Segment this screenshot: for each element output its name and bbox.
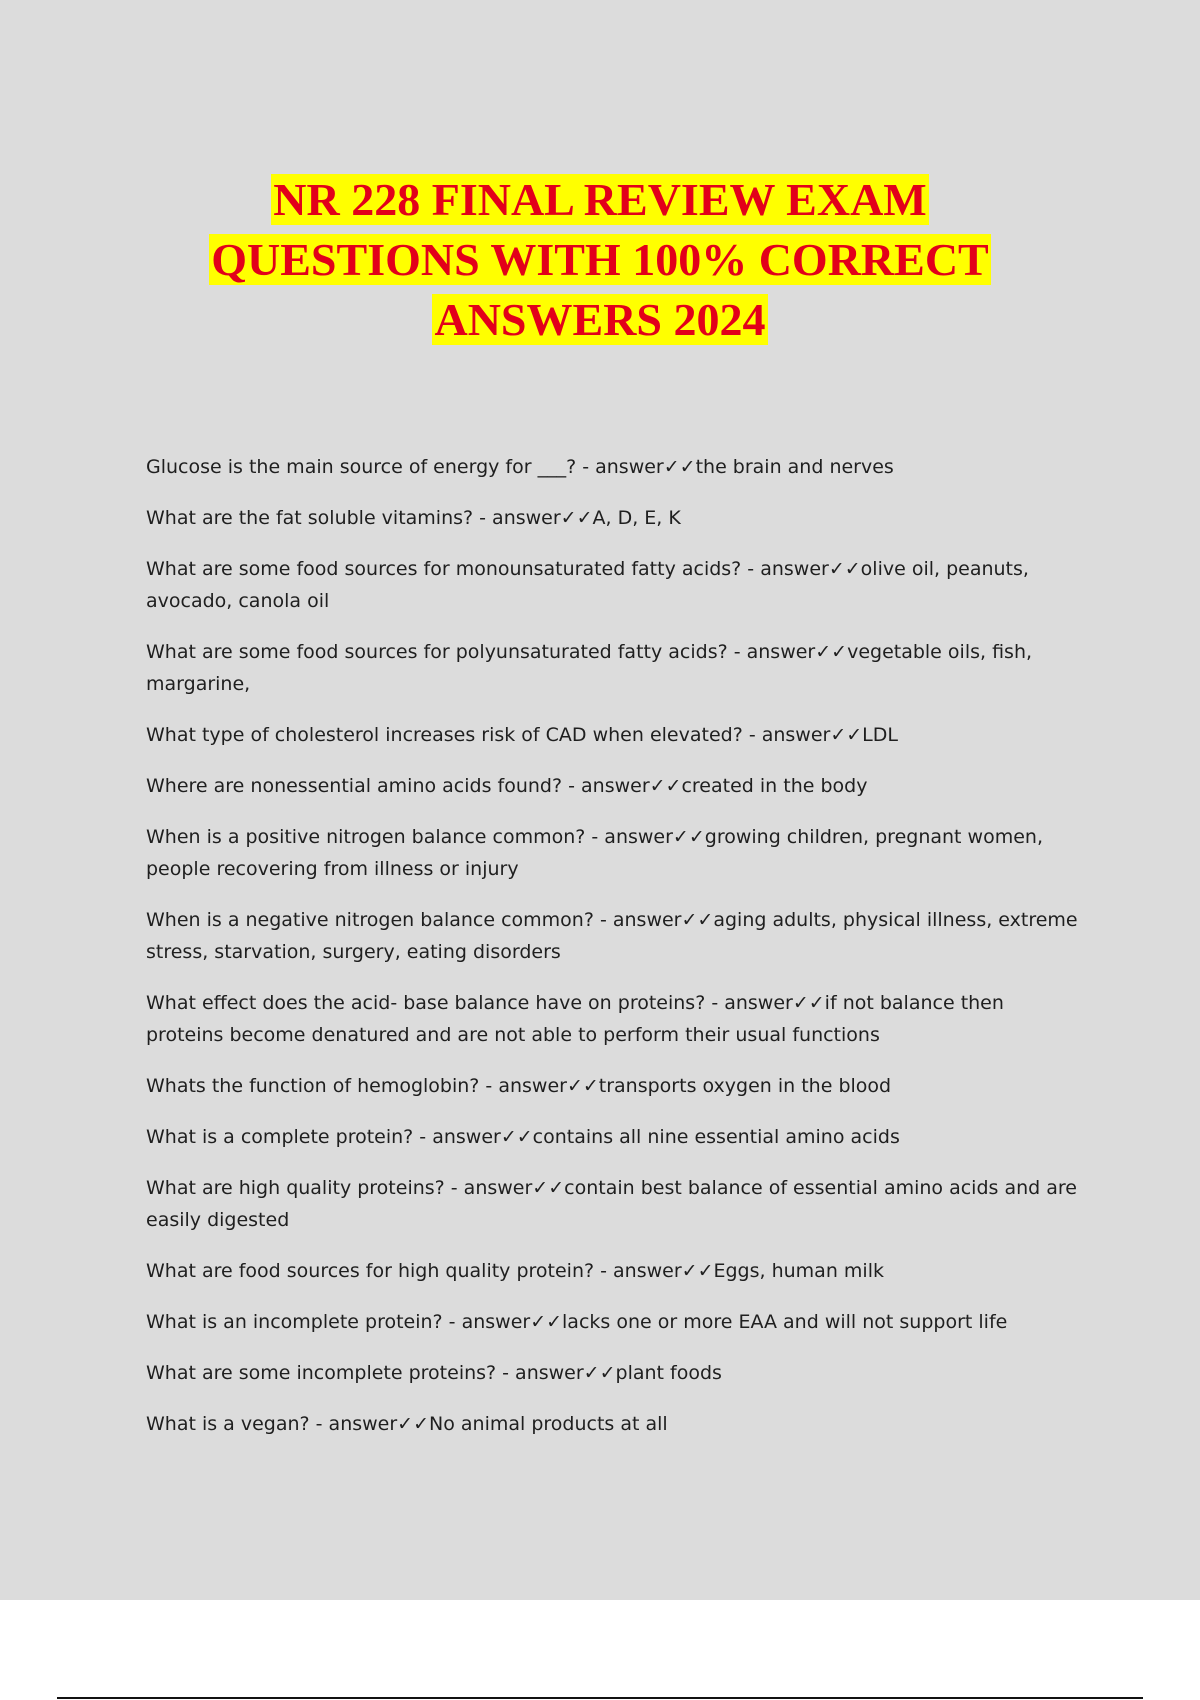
title-line xyxy=(0,230,1200,290)
qa-item: What are high quality proteins? - answer✓✓contain best balance of essential amino acids and are easily digested xyxy=(146,1177,1077,1231)
qa-item: What are some food sources for monounsaturated fatty acids? - answer✓✓olive oil, peanuts, avocado, canola oil xyxy=(146,558,1029,612)
qa-item: Whats the function of hemoglobin? - answer✓✓transports oxygen in the blood xyxy=(146,1075,892,1097)
qa-item: What are the fat soluble vitamins? - answer✓✓A, D, E, K xyxy=(146,507,681,529)
qa-item: What effect does the acid- base balance have on proteins? - answer✓✓if not balance then proteins become denatured and are not able to perform their usual functions xyxy=(146,992,1004,1046)
qa-item: When is a positive nitrogen balance common? - answer✓✓growing children, pregnant women, people recovering from illness or injury xyxy=(146,826,1043,880)
qa-item: What is a vegan? - answer✓✓No animal products at all xyxy=(146,1413,668,1435)
qa-item: Glucose is the main source of energy for ___? - answer✓✓the brain and nerves xyxy=(146,456,894,478)
qa-item: What is an incomplete protein? - answer✓✓lacks one or more EAA and will not support life xyxy=(146,1311,1008,1333)
title-line-text: NR 228 FINAL REVIEW EXAM xyxy=(273,174,927,225)
question-answer-list xyxy=(146,451,1086,1459)
title-line-text: ANSWERS 2024 xyxy=(434,294,766,345)
qa-item: What are some incomplete proteins? - answer✓✓plant foods xyxy=(146,1362,722,1384)
qa-item: What is a complete protein? - answer✓✓contains all nine essential amino acids xyxy=(146,1126,900,1148)
qa-item: Where are nonessential amino acids found? - answer✓✓created in the body xyxy=(146,775,868,797)
qa-item: What are food sources for high quality protein? - answer✓✓Eggs, human milk xyxy=(146,1260,884,1282)
qa-item: What are some food sources for polyunsaturated fatty acids? - answer✓✓vegetable oils, fish, margarine, xyxy=(146,641,1033,695)
qa-item: What type of cholesterol increases risk of CAD when elevated? - answer✓✓LDL xyxy=(146,724,898,746)
title-line xyxy=(0,170,1200,230)
document-title xyxy=(0,170,1200,350)
qa-item: When is a negative nitrogen balance common? - answer✓✓aging adults, physical illness, extreme stress, starvation, surgery, eating disorders xyxy=(146,909,1078,963)
title-line xyxy=(0,290,1200,350)
title-line-text: QUESTIONS WITH 100% CORRECT xyxy=(211,234,989,285)
page-bottom-rule xyxy=(57,1697,1143,1699)
